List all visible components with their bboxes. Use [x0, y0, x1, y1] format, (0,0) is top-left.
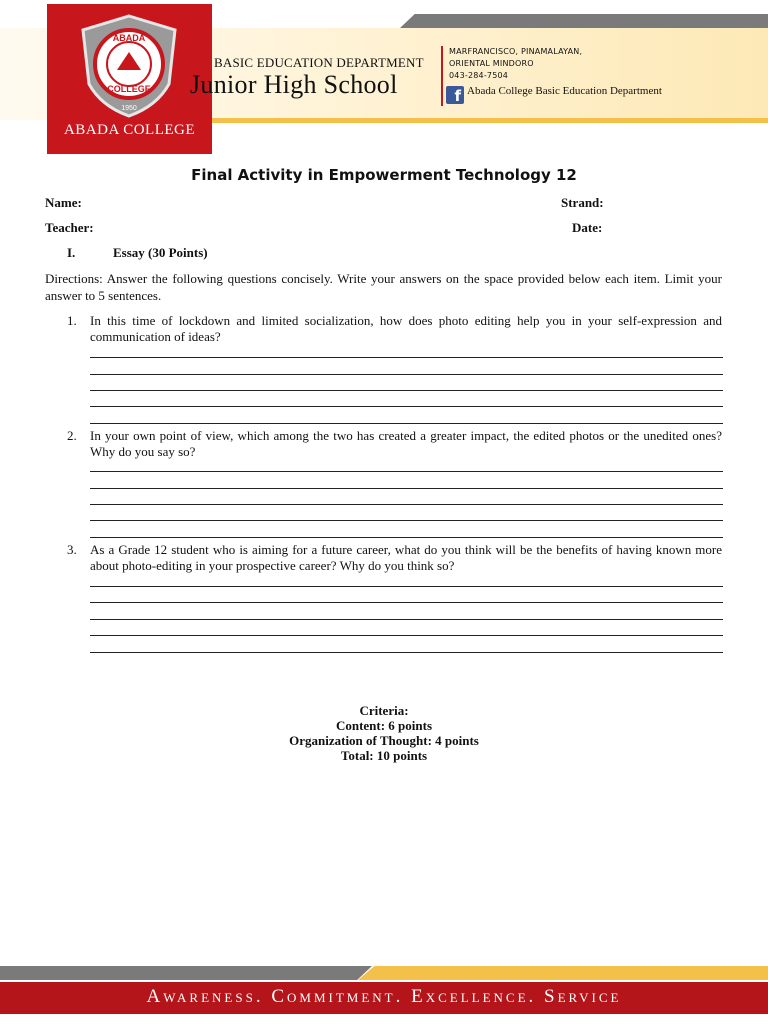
answer-line[interactable]: [90, 619, 723, 620]
criteria-content: Content: 6 points: [335, 718, 433, 733]
name-field-label: Name:: [45, 195, 82, 210]
answer-line[interactable]: [90, 504, 723, 505]
section-title: Essay (30 Points): [113, 245, 208, 260]
answer-line[interactable]: [90, 357, 723, 358]
answer-line[interactable]: [90, 374, 723, 375]
document-title: Final Activity in Empowerment Technology 12: [191, 166, 577, 184]
teacher-field-label: Teacher:: [45, 220, 94, 235]
criteria-heading: Criteria:: [359, 703, 409, 718]
phone-number: 043-284-7504: [449, 71, 509, 80]
header-gold-stripe: [210, 118, 768, 123]
answer-line[interactable]: [90, 652, 723, 653]
seal-text-mid: COLLEGE: [107, 84, 151, 94]
answer-line[interactable]: [90, 423, 723, 424]
question-1-text: In this time of lockdown and limited socialization, how does photo editing help you in your self-expression and communication of ideas?: [90, 313, 722, 344]
question-3-number: 3.: [67, 542, 77, 557]
facebook-icon: f: [446, 86, 464, 104]
school-seal-icon: [77, 14, 181, 118]
header-divider: [441, 46, 443, 106]
question-2-number: 2.: [67, 428, 77, 443]
criteria-total: Total: 10 points: [340, 748, 428, 763]
seal-year: 1950: [121, 105, 137, 112]
school-name: ABADA COLLEGE: [63, 122, 196, 138]
section-number: I.: [67, 245, 76, 260]
answer-line[interactable]: [90, 390, 723, 391]
directions-text: Directions: Answer the following questions concisely. Write your answers on the space provided below each item. Limit your answer to 5 sentences.: [45, 271, 722, 303]
seal-text-top: ABADA: [112, 33, 146, 43]
answer-line[interactable]: [90, 471, 723, 472]
question-2-text: In your own point of view, which among the two has created a greater impact, the edited photos or the unedited ones? Why do you say so?: [90, 428, 722, 459]
department-name: BASIC EDUCATION DEPARTMENT: [214, 55, 424, 70]
address-line-2: ORIENTAL MINDORO: [449, 59, 534, 68]
answer-line[interactable]: [90, 537, 723, 538]
footer-gray-stripe: [0, 966, 372, 980]
answer-line[interactable]: [90, 635, 723, 636]
school-motto: Awareness. Commitment. Excellence. Service: [146, 986, 622, 1007]
answer-line[interactable]: [90, 586, 723, 587]
date-field-label: Date:: [572, 220, 603, 235]
strand-field-label: Strand:: [561, 195, 604, 210]
school-level: Junior High School: [190, 70, 398, 99]
answer-line[interactable]: [90, 602, 723, 603]
question-1-number: 1.: [67, 313, 77, 328]
school-logo: [47, 4, 212, 154]
address-line-1: MARFRANCISCO, PINAMALAYAN,: [449, 47, 583, 56]
question-3-text: As a Grade 12 student who is aiming for a future career, what do you think will be the benefits of having known more about photo-editing in your prospective career? Why do you think so?: [90, 542, 722, 573]
answer-line[interactable]: [90, 520, 723, 521]
criteria-organization: Organization of Thought: 4 points: [289, 733, 479, 748]
answer-line[interactable]: [90, 406, 723, 407]
header-gray-stripe: [400, 14, 768, 28]
footer-gold-stripe: [358, 966, 768, 980]
answer-line[interactable]: [90, 488, 723, 489]
facebook-page-link[interactable]: Abada College Basic Education Department: [467, 85, 662, 97]
